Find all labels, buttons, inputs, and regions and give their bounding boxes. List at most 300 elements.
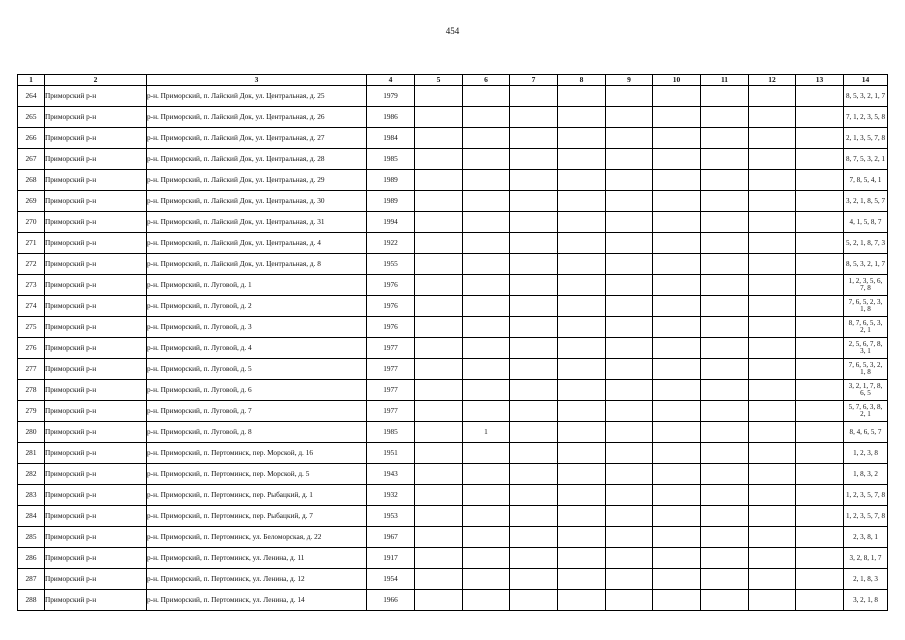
column-13-cell: [796, 86, 844, 107]
column-13-cell: [796, 107, 844, 128]
district-cell: Приморский р-н: [45, 380, 147, 401]
table-row: [18, 380, 888, 401]
column-14-cell: [844, 464, 888, 485]
year-cell: 1977: [367, 338, 415, 359]
column-8-cell: [558, 233, 606, 254]
column-14-cell: [844, 149, 888, 170]
column-header-12: 12: [749, 75, 796, 86]
column-14-cell: [844, 527, 888, 548]
column-9-cell: [606, 317, 653, 338]
address-cell: р-н. Приморский, п. Пертоминск, пер. Морской, д. 16: [147, 443, 367, 464]
column-14-value: 8, 7, 6, 5, 3, 2, 1: [848, 319, 883, 334]
column-13-cell: [796, 233, 844, 254]
table-row: [18, 443, 888, 464]
column-5-cell: [415, 401, 463, 422]
district-cell: Приморский р-н: [45, 548, 147, 569]
column-11-cell: [701, 170, 749, 191]
row-number: 279: [18, 401, 45, 422]
address-cell: р-н. Приморский, п. Пертоминск, пер. Морской, д. 5: [147, 464, 367, 485]
row-number: 282: [18, 464, 45, 485]
column-10-cell: [653, 590, 701, 611]
address-cell: р-н. Приморский, п. Луговой, д. 5: [147, 359, 367, 380]
year-cell: 1994: [367, 212, 415, 233]
column-14-cell: [844, 569, 888, 590]
column-13-cell: [796, 275, 844, 296]
column-8-cell: [558, 401, 606, 422]
year-cell: 1977: [367, 380, 415, 401]
row-number: 275: [18, 317, 45, 338]
column-13-cell: [796, 380, 844, 401]
row-number: 269: [18, 191, 45, 212]
column-13-cell: [796, 506, 844, 527]
district-cell: Приморский р-н: [45, 170, 147, 191]
column-5-cell: [415, 191, 463, 212]
column-6-cell: [463, 275, 510, 296]
district-cell: Приморский р-н: [45, 191, 147, 212]
column-7-cell: [510, 212, 558, 233]
column-10-cell: [653, 401, 701, 422]
row-number: 265: [18, 107, 45, 128]
column-13-cell: [796, 338, 844, 359]
column-13-cell: [796, 212, 844, 233]
year-cell: 1989: [367, 191, 415, 212]
row-number: 271: [18, 233, 45, 254]
column-7-cell: [510, 443, 558, 464]
district-cell: Приморский р-н: [45, 590, 147, 611]
column-8-cell: [558, 86, 606, 107]
column-8-cell: [558, 443, 606, 464]
column-10-cell: [653, 170, 701, 191]
column-13-cell: [796, 191, 844, 212]
column-5-cell: [415, 170, 463, 191]
column-12-cell: [749, 380, 796, 401]
column-8-cell: [558, 149, 606, 170]
table-row: [18, 401, 888, 422]
address-cell: р-н. Приморский, п. Луговой, д. 7: [147, 401, 367, 422]
column-12-cell: [749, 338, 796, 359]
address-cell: р-н. Приморский, п. Лайский Док, ул. Центральная, д. 4: [147, 233, 367, 254]
column-5-cell: [415, 317, 463, 338]
column-11-cell: [701, 506, 749, 527]
column-12-cell: [749, 548, 796, 569]
district-cell: Приморский р-н: [45, 443, 147, 464]
column-8-cell: [558, 128, 606, 149]
address-cell: р-н. Приморский, п. Лайский Док, ул. Центральная, д. 30: [147, 191, 367, 212]
column-11-cell: [701, 527, 749, 548]
column-7-cell: [510, 422, 558, 443]
address-cell: р-н. Приморский, п. Луговой, д. 4: [147, 338, 367, 359]
column-12-cell: [749, 149, 796, 170]
column-8-cell: [558, 569, 606, 590]
column-14-cell: [844, 107, 888, 128]
column-14-cell: [844, 317, 888, 338]
row-number: 270: [18, 212, 45, 233]
column-14-cell: [844, 401, 888, 422]
column-14-value: 8, 5, 3, 2, 1, 7: [845, 259, 885, 268]
column-8-cell: [558, 338, 606, 359]
column-11-cell: [701, 128, 749, 149]
column-14-value: 4, 1, 5, 8, 7: [849, 217, 882, 226]
table-row: [18, 254, 888, 275]
column-9-cell: [606, 485, 653, 506]
column-11-cell: [701, 107, 749, 128]
column-9-cell: [606, 296, 653, 317]
column-11-cell: [701, 149, 749, 170]
column-5-cell: [415, 296, 463, 317]
district-cell: Приморский р-н: [45, 254, 147, 275]
column-14-value: 1, 2, 3, 5, 6, 7, 8: [848, 277, 883, 292]
district-cell: Приморский р-н: [45, 296, 147, 317]
column-9-cell: [606, 443, 653, 464]
district-cell: Приморский р-н: [45, 422, 147, 443]
column-13-cell: [796, 590, 844, 611]
column-14-value: 2, 3, 8, 1: [853, 532, 878, 541]
column-6-cell: [463, 317, 510, 338]
column-7-cell: [510, 191, 558, 212]
column-13-cell: [796, 401, 844, 422]
column-7-cell: [510, 233, 558, 254]
column-12-cell: [749, 527, 796, 548]
address-cell: р-н. Приморский, п. Лайский Док, ул. Центральная, д. 29: [147, 170, 367, 191]
column-10-cell: [653, 569, 701, 590]
column-14-value: 7, 6, 5, 3, 2, 1, 8: [848, 361, 883, 376]
address-cell: р-н. Приморский, п. Луговой, д. 2: [147, 296, 367, 317]
column-5-cell: [415, 275, 463, 296]
column-6-cell: [463, 170, 510, 191]
column-14-cell: [844, 443, 888, 464]
address-cell: р-н. Приморский, п. Пертоминск, пер. Рыбацкий, д. 7: [147, 506, 367, 527]
column-6-cell: [463, 485, 510, 506]
column-7-cell: [510, 317, 558, 338]
column-12-cell: [749, 590, 796, 611]
column-11-cell: [701, 296, 749, 317]
column-6-cell: [463, 128, 510, 149]
district-cell: Приморский р-н: [45, 401, 147, 422]
column-8-cell: [558, 107, 606, 128]
address-cell: р-н. Приморский, п. Лайский Док, ул. Центральная, д. 31: [147, 212, 367, 233]
column-7-cell: [510, 548, 558, 569]
column-header-9: 9: [606, 75, 653, 86]
column-6-cell: 1: [463, 422, 510, 443]
row-number: 272: [18, 254, 45, 275]
column-12-cell: [749, 506, 796, 527]
district-cell: Приморский р-н: [45, 86, 147, 107]
table-row: [18, 296, 888, 317]
column-14-cell: [844, 590, 888, 611]
district-cell: Приморский р-н: [45, 317, 147, 338]
column-14-cell: [844, 275, 888, 296]
column-5-cell: [415, 233, 463, 254]
address-cell: р-н. Приморский, п. Луговой, д. 3: [147, 317, 367, 338]
district-cell: Приморский р-н: [45, 128, 147, 149]
column-10-cell: [653, 506, 701, 527]
address-cell: р-н. Приморский, п. Лайский Док, ул. Центральная, д. 26: [147, 107, 367, 128]
row-number: 284: [18, 506, 45, 527]
column-6-cell: [463, 443, 510, 464]
column-14-cell: [844, 128, 888, 149]
column-14-value: 8, 4, 6, 5, 7: [849, 427, 882, 436]
column-8-cell: [558, 191, 606, 212]
column-14-value: 1, 8, 3, 2: [853, 469, 878, 478]
column-13-cell: [796, 317, 844, 338]
address-cell: р-н. Приморский, п. Пертоминск, ул. Беломорская, д. 22: [147, 527, 367, 548]
year-cell: 1976: [367, 275, 415, 296]
column-14-cell: [844, 233, 888, 254]
column-10-cell: [653, 191, 701, 212]
district-cell: Приморский р-н: [45, 338, 147, 359]
column-10-cell: [653, 443, 701, 464]
column-5-cell: [415, 569, 463, 590]
table-row: [18, 86, 888, 107]
column-8-cell: [558, 275, 606, 296]
column-7-cell: [510, 590, 558, 611]
table-row: [18, 233, 888, 254]
row-number: 267: [18, 149, 45, 170]
column-10-cell: [653, 359, 701, 380]
column-14-cell: [844, 422, 888, 443]
district-cell: Приморский р-н: [45, 149, 147, 170]
column-5-cell: [415, 548, 463, 569]
column-13-cell: [796, 485, 844, 506]
column-12-cell: [749, 485, 796, 506]
column-11-cell: [701, 548, 749, 569]
year-cell: 1966: [367, 590, 415, 611]
column-9-cell: [606, 527, 653, 548]
column-7-cell: [510, 275, 558, 296]
address-cell: р-н. Приморский, п. Пертоминск, ул. Ленина, д. 14: [147, 590, 367, 611]
column-8-cell: [558, 527, 606, 548]
column-7-cell: [510, 380, 558, 401]
column-6-cell: [463, 233, 510, 254]
column-13-cell: [796, 569, 844, 590]
address-cell: р-н. Приморский, п. Лайский Док, ул. Центральная, д. 28: [147, 149, 367, 170]
table-row: [18, 149, 888, 170]
column-14-cell: [844, 338, 888, 359]
page-number: 454: [445, 26, 460, 36]
column-14-cell: [844, 485, 888, 506]
column-7-cell: [510, 359, 558, 380]
table-row: [18, 464, 888, 485]
row-number: 268: [18, 170, 45, 191]
column-11-cell: [701, 254, 749, 275]
column-6-cell: [463, 86, 510, 107]
column-7-cell: [510, 149, 558, 170]
column-13-cell: [796, 128, 844, 149]
column-11-cell: [701, 317, 749, 338]
column-11-cell: [701, 569, 749, 590]
column-header-14: 14: [844, 75, 888, 86]
column-12-cell: [749, 359, 796, 380]
column-7-cell: [510, 170, 558, 191]
column-10-cell: [653, 254, 701, 275]
column-header-8: 8: [558, 75, 606, 86]
column-9-cell: [606, 233, 653, 254]
column-14-value: 8, 5, 3, 2, 1, 7: [845, 91, 885, 100]
row-number: 278: [18, 380, 45, 401]
column-6-cell: [463, 464, 510, 485]
column-10-cell: [653, 527, 701, 548]
column-5-cell: [415, 527, 463, 548]
column-9-cell: [606, 548, 653, 569]
column-6-cell: [463, 569, 510, 590]
district-cell: Приморский р-н: [45, 464, 147, 485]
row-number: 280: [18, 422, 45, 443]
column-12-cell: [749, 317, 796, 338]
column-11-cell: [701, 401, 749, 422]
column-9-cell: [606, 86, 653, 107]
year-cell: 1985: [367, 422, 415, 443]
column-9-cell: [606, 170, 653, 191]
column-11-cell: [701, 191, 749, 212]
column-12-cell: [749, 128, 796, 149]
column-14-value: 1, 2, 3, 5, 7, 8: [845, 511, 885, 520]
column-13-cell: [796, 296, 844, 317]
column-header-7: 7: [510, 75, 558, 86]
district-cell: Приморский р-н: [45, 107, 147, 128]
column-header-6: 6: [463, 75, 510, 86]
column-11-cell: [701, 422, 749, 443]
column-10-cell: [653, 128, 701, 149]
column-9-cell: [606, 191, 653, 212]
table-row: [18, 485, 888, 506]
column-6-cell: [463, 590, 510, 611]
address-cell: р-н. Приморский, п. Луговой, д. 8: [147, 422, 367, 443]
column-14-value: 5, 7, 6, 3, 8, 2, 1: [848, 403, 883, 418]
year-cell: 1984: [367, 128, 415, 149]
column-9-cell: [606, 464, 653, 485]
column-9-cell: [606, 569, 653, 590]
column-14-value: 1, 2, 3, 5, 7, 8: [845, 490, 885, 499]
column-8-cell: [558, 296, 606, 317]
column-10-cell: [653, 422, 701, 443]
column-5-cell: [415, 590, 463, 611]
row-number: 276: [18, 338, 45, 359]
column-10-cell: [653, 107, 701, 128]
column-13-cell: [796, 359, 844, 380]
column-5-cell: [415, 464, 463, 485]
column-9-cell: [606, 422, 653, 443]
column-7-cell: [510, 86, 558, 107]
district-cell: Приморский р-н: [45, 506, 147, 527]
column-7-cell: [510, 107, 558, 128]
column-6-cell: [463, 401, 510, 422]
column-9-cell: [606, 149, 653, 170]
column-6-cell: [463, 359, 510, 380]
column-12-cell: [749, 401, 796, 422]
column-7-cell: [510, 338, 558, 359]
table-row: [18, 212, 888, 233]
column-8-cell: [558, 212, 606, 233]
column-header-5: 5: [415, 75, 463, 86]
column-5-cell: [415, 443, 463, 464]
column-6-cell: [463, 548, 510, 569]
column-11-cell: [701, 443, 749, 464]
year-cell: 1932: [367, 485, 415, 506]
table-row: [18, 422, 888, 443]
column-8-cell: [558, 170, 606, 191]
column-12-cell: [749, 569, 796, 590]
row-number: 266: [18, 128, 45, 149]
header-row: [18, 75, 888, 86]
column-10-cell: [653, 464, 701, 485]
column-7-cell: [510, 527, 558, 548]
column-8-cell: [558, 380, 606, 401]
address-cell: р-н. Приморский, п. Пертоминск, ул. Ленина, д. 11: [147, 548, 367, 569]
district-cell: Приморский р-н: [45, 275, 147, 296]
column-11-cell: [701, 233, 749, 254]
table-row: [18, 548, 888, 569]
table-row: [18, 170, 888, 191]
year-cell: 1986: [367, 107, 415, 128]
year-cell: 1953: [367, 506, 415, 527]
table-row: [18, 128, 888, 149]
column-7-cell: [510, 569, 558, 590]
year-cell: 1954: [367, 569, 415, 590]
row-number: 277: [18, 359, 45, 380]
year-cell: 1976: [367, 317, 415, 338]
column-6-cell: [463, 191, 510, 212]
address-cell: р-н. Приморский, п. Лайский Док, ул. Центральная, д. 8: [147, 254, 367, 275]
column-10-cell: [653, 275, 701, 296]
column-9-cell: [606, 107, 653, 128]
column-10-cell: [653, 296, 701, 317]
column-10-cell: [653, 485, 701, 506]
column-14-value: 3, 2, 1, 7, 8, 6, 5: [848, 382, 883, 397]
row-number: 285: [18, 527, 45, 548]
address-cell: р-н. Приморский, п. Пертоминск, пер. Рыбацкий, д. 1: [147, 485, 367, 506]
year-cell: 1955: [367, 254, 415, 275]
column-8-cell: [558, 485, 606, 506]
district-cell: Приморский р-н: [45, 485, 147, 506]
table-row: [18, 107, 888, 128]
column-14-value: 2, 5, 6, 7, 8, 3, 1: [848, 340, 883, 355]
column-14-cell: [844, 212, 888, 233]
column-6-cell: [463, 149, 510, 170]
column-10-cell: [653, 149, 701, 170]
table-row: [18, 317, 888, 338]
row-number: 283: [18, 485, 45, 506]
column-13-cell: [796, 527, 844, 548]
column-12-cell: [749, 443, 796, 464]
column-9-cell: [606, 254, 653, 275]
column-10-cell: [653, 317, 701, 338]
column-13-cell: [796, 254, 844, 275]
column-10-cell: [653, 86, 701, 107]
address-cell: р-н. Приморский, п. Луговой, д. 1: [147, 275, 367, 296]
column-10-cell: [653, 548, 701, 569]
table-row: [18, 338, 888, 359]
column-14-value: 7, 1, 2, 3, 5, 8: [845, 112, 885, 121]
column-header-10: 10: [653, 75, 701, 86]
row-number: 264: [18, 86, 45, 107]
column-10-cell: [653, 380, 701, 401]
column-header-2: 2: [45, 75, 147, 86]
column-11-cell: [701, 275, 749, 296]
table-body: [18, 86, 888, 611]
column-8-cell: [558, 317, 606, 338]
year-cell: 1951: [367, 443, 415, 464]
column-14-cell: [844, 359, 888, 380]
column-12-cell: [749, 86, 796, 107]
column-11-cell: [701, 380, 749, 401]
column-10-cell: [653, 233, 701, 254]
column-12-cell: [749, 233, 796, 254]
column-13-cell: [796, 443, 844, 464]
column-8-cell: [558, 506, 606, 527]
column-14-value: 3, 2, 1, 8: [853, 595, 878, 604]
column-14-cell: [844, 506, 888, 527]
column-11-cell: [701, 464, 749, 485]
